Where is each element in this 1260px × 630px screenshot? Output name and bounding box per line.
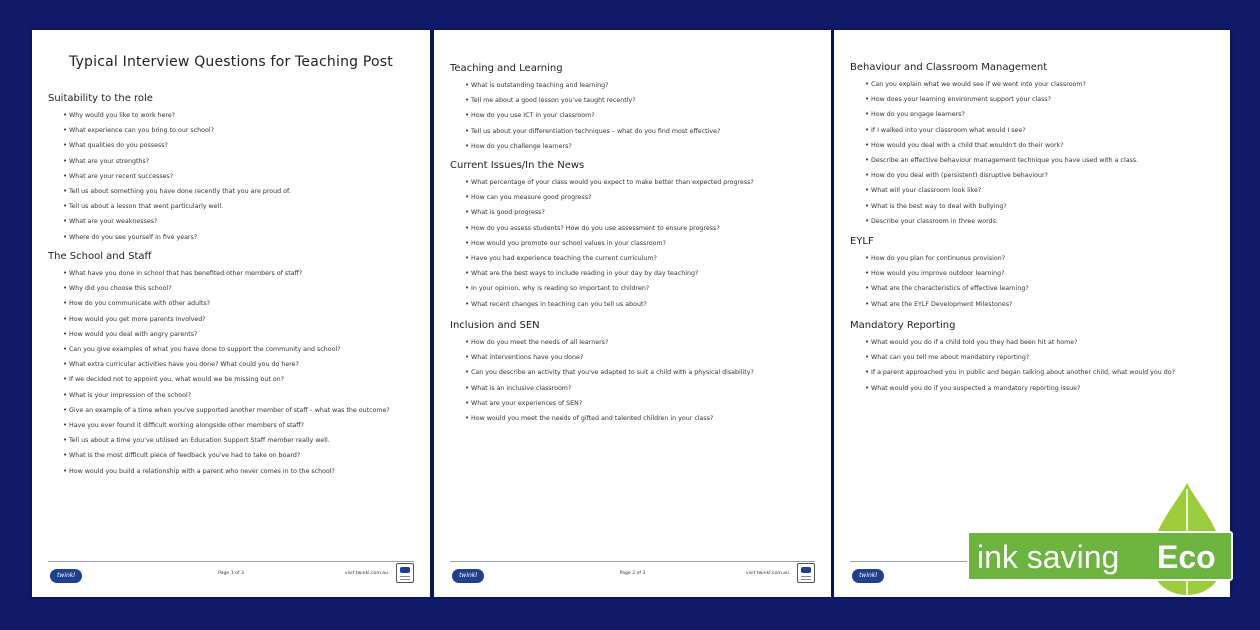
quality-badge-icon	[797, 563, 815, 583]
question-item: • How does your learning environment support your class?	[871, 92, 1222, 107]
question-item: • Tell us about something you have done recently that you are proud of.	[69, 184, 422, 199]
section-heading: EYLF	[850, 236, 874, 247]
question-item: • Tell us about a lesson that went particularly well.	[69, 199, 422, 214]
question-item: • What have you done in school that has benefited other members of staff?	[69, 266, 422, 281]
question-item: • What experience can you bring to our school?	[69, 123, 422, 138]
question-item: • How would you get more parents involved?	[69, 312, 422, 327]
question-item: • What are your weaknesses?	[69, 214, 422, 229]
question-item: • Tell me about a good lesson you've taught recently?	[471, 93, 823, 108]
question-item: • How do you assess students? How do you use assessment to ensure progress?	[471, 221, 823, 236]
question-item: • What are the best ways to include reading in your day by day teaching?	[471, 266, 823, 281]
question-item: • How would you build a relationship with a parent who never comes in to the school?	[69, 464, 422, 479]
question-item: • In your opinion, why is reading so important to children?	[471, 281, 823, 296]
question-item: • What percentage of your class would you expect to make better than expected progress?	[471, 175, 823, 190]
question-item: • Describe an effective behaviour management technique you have used with a class.	[871, 153, 1222, 168]
question-list	[450, 78, 823, 154]
question-item: • How would you deal with a child that wouldn't do their work?	[871, 138, 1222, 153]
ink-saving-eco-badge	[965, 483, 1245, 595]
section-behaviour	[850, 61, 1222, 229]
footer-divider	[450, 561, 815, 562]
question-item: • How would you promote our school values in your classroom?	[471, 236, 823, 251]
question-item: • What can you tell me about mandatory reporting?	[871, 350, 1222, 365]
twinkl-logo: twinkl	[852, 569, 884, 583]
question-item: • Why would you like to work here?	[69, 108, 422, 123]
question-item: • What is the most difficult piece of feedback you've had to take on board?	[69, 448, 422, 463]
question-item: • Can you give examples of what you have done to support the community and school?	[69, 342, 422, 357]
section-school-staff	[48, 250, 422, 479]
question-item: • What is good progress?	[471, 205, 823, 220]
question-item: • How do you use ICT in your classroom?	[471, 108, 823, 123]
question-item: • If I walked into your classroom what would I see?	[871, 123, 1222, 138]
twinkl-logo: twinkl	[50, 569, 82, 583]
question-item: • How can you measure good progress?	[471, 190, 823, 205]
section-heading: Inclusion and SEN	[450, 320, 540, 331]
section-suitability	[48, 92, 422, 245]
quality-badge-icon	[396, 563, 414, 583]
question-item: • What would you do if a child told you they had been hit at home?	[871, 335, 1222, 350]
twinkl-logo: twinkl	[452, 569, 484, 583]
question-list	[850, 335, 1222, 396]
question-item: • Why did you choose this school?	[69, 281, 422, 296]
question-item: • How do you communicate with other adults?	[69, 296, 422, 311]
question-item: • What is outstanding teaching and learning?	[471, 78, 823, 93]
question-item: • What would you do if you suspected a mandatory reporting issue?	[871, 381, 1222, 396]
section-heading: Suitability to the role	[48, 93, 153, 104]
footer-url: visit twinkl.com.au	[344, 571, 388, 576]
question-list	[48, 266, 422, 479]
eco-label: Eco	[1157, 539, 1216, 575]
question-list	[450, 175, 823, 312]
page-number: Page 1 of 3	[218, 571, 244, 576]
question-item: • How do you meet the needs of all learners?	[471, 335, 823, 350]
question-item: • How would you improve outdoor learning?	[871, 266, 1222, 281]
section-heading: The School and Staff	[48, 251, 152, 262]
question-item: • How would you deal with angry parents?	[69, 327, 422, 342]
question-list	[48, 108, 422, 245]
document-title: Typical Interview Questions for Teaching Post	[69, 54, 393, 70]
question-item: • Give an example of a time when you've supported another member of staff – what was the outcome?	[69, 403, 422, 418]
question-item: • What qualities do you possess?	[69, 138, 422, 153]
page-number: Page 2 of 3	[619, 571, 646, 576]
question-list	[850, 77, 1222, 229]
question-item: • What are your recent successes?	[69, 169, 422, 184]
section-heading: Behaviour and Classroom Management	[850, 62, 1048, 73]
question-item: • How would you meet the needs of gifted and talented children in your class?	[471, 411, 823, 426]
question-item: • What extra curricular activities have you done? What could you do here?	[69, 357, 422, 372]
question-item: • What recent changes in teaching can you tell us about?	[471, 297, 823, 312]
question-item: • Tell us about a time you've utilised an Education Support Staff member really well.	[69, 433, 422, 448]
question-item: • If we decided not to appoint you, what would we be missing out on?	[69, 372, 422, 387]
question-item: • Can you explain what we would see if we went into your classroom?	[871, 77, 1222, 92]
question-item: • What are the EYLF Development Milestones?	[871, 297, 1222, 312]
question-item: • What are the characteristics of effective learning?	[871, 281, 1222, 296]
section-heading: Teaching and Learning	[450, 63, 563, 74]
question-item: • How do you plan for continuous provision?	[871, 251, 1222, 266]
section-heading: Mandatory Reporting	[850, 320, 956, 331]
question-item: • Have you ever found it difficult working alongside other members of staff?	[69, 418, 422, 433]
question-list	[450, 335, 823, 426]
section-eylf	[850, 235, 1222, 312]
question-item: • What are your experiences of SEN?	[471, 396, 823, 411]
question-item: • What is your impression of the school?	[69, 388, 422, 403]
footer-url: visit twinkl.com.au	[745, 571, 789, 576]
question-item: • What will your classroom look like?	[871, 183, 1222, 198]
document-page-1	[32, 30, 430, 597]
section-current-issues	[450, 159, 823, 312]
question-item: • Where do you see yourself in five years?	[69, 230, 422, 245]
question-item: • What are your strengths?	[69, 154, 422, 169]
section-mandatory-reporting	[850, 319, 1222, 396]
document-page-2	[434, 30, 831, 597]
ink-saving-label: ink saving	[977, 539, 1120, 575]
footer-divider	[48, 561, 414, 562]
section-teaching-learning	[450, 62, 823, 154]
question-item: • Have you had experience teaching the current curriculum?	[471, 251, 823, 266]
question-item: • What is an inclusive classroom?	[471, 381, 823, 396]
page-footer	[450, 561, 815, 587]
question-item: • What is the best way to deal with bullying?	[871, 199, 1222, 214]
section-heading: Current Issues/In the News	[450, 160, 585, 171]
question-item: • If a parent approached you in public and began talking about another child, what would you do?	[871, 365, 1222, 380]
section-inclusion-sen	[450, 319, 823, 426]
page-footer	[48, 561, 414, 587]
question-item: • Tell us about your differentiation techniques – what do you find most effective?	[471, 124, 823, 139]
question-item: • How do you engage learners?	[871, 107, 1222, 122]
question-item: • Describe your classroom in three words.	[871, 214, 1222, 229]
question-list	[850, 251, 1222, 312]
question-item: • How do you challenge learners?	[471, 139, 823, 154]
question-item: • How do you deal with (persistent) disruptive behaviour?	[871, 168, 1222, 183]
question-item: • What interventions have you done?	[471, 350, 823, 365]
question-item: • Can you describe an activity that you've adapted to suit a child with a physical disability?	[471, 365, 823, 380]
